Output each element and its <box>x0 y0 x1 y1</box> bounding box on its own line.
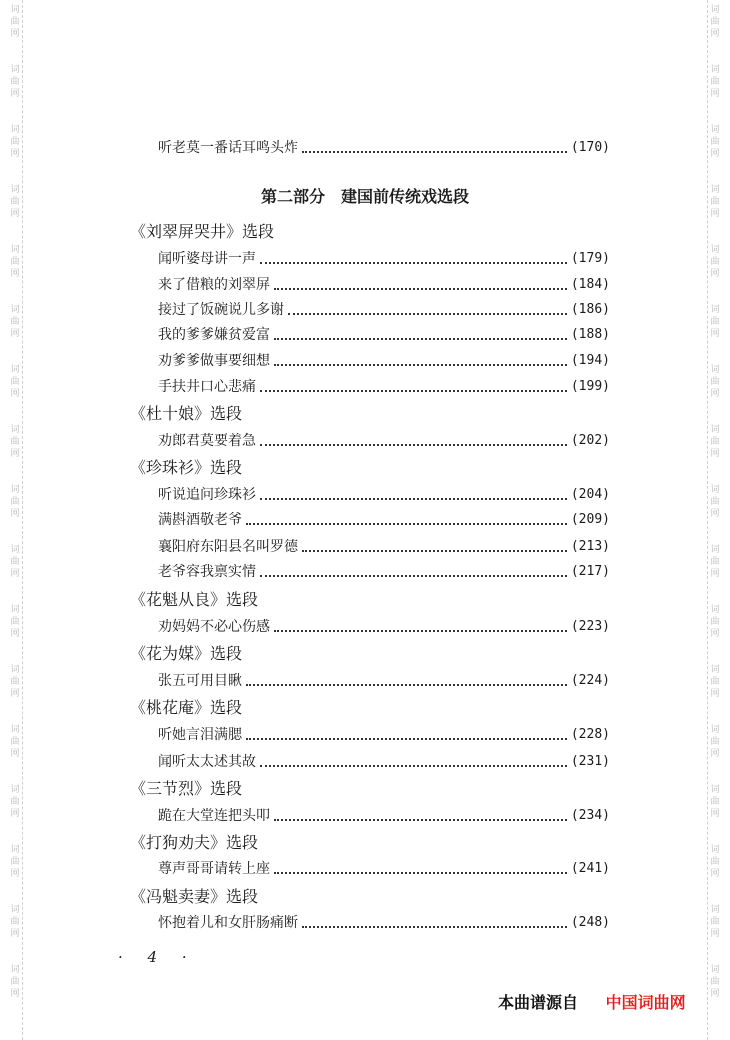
entry-page: (202) <box>570 433 610 448</box>
watermark-char: 词 <box>710 125 720 135</box>
watermark-char: 曲 <box>10 917 20 927</box>
watermark-char: 词 <box>10 65 20 75</box>
watermark-char: 曲 <box>10 137 20 147</box>
watermark-char: 网 <box>710 449 720 459</box>
watermark-char: 词 <box>10 305 20 315</box>
watermark-char: 词 <box>10 725 20 735</box>
watermark-char: 曲 <box>710 17 720 27</box>
toc-entry[interactable] <box>158 273 610 295</box>
watermark-char: 曲 <box>10 197 20 207</box>
watermark-char: 网 <box>710 809 720 819</box>
watermark-char: 词 <box>710 605 720 615</box>
entry-page: (204) <box>570 487 610 502</box>
watermark-char: 曲 <box>10 797 20 807</box>
dot-leader <box>260 262 567 264</box>
watermark-char: 网 <box>710 209 720 219</box>
watermark-char: 网 <box>710 329 720 339</box>
section-title: 《三节烈》选段 <box>130 779 243 798</box>
dot-leader <box>274 364 567 366</box>
watermark-char: 词 <box>10 905 20 915</box>
entry-page: (228) <box>570 727 610 742</box>
dot-leader <box>260 390 567 392</box>
entry-page: (224) <box>570 673 610 688</box>
entry-page: (184) <box>570 277 610 292</box>
watermark-char: 曲 <box>710 77 720 87</box>
watermark-char: 网 <box>710 269 720 279</box>
entry-title: 劝郎君莫要着急 <box>158 433 256 449</box>
dot-leader <box>260 765 567 767</box>
watermark-char: 曲 <box>710 257 720 267</box>
entry-page: (209) <box>570 512 610 527</box>
toc-entry[interactable] <box>158 508 610 530</box>
dot-leader <box>274 630 567 632</box>
dot-leader <box>274 872 567 874</box>
watermark-char: 曲 <box>710 137 720 147</box>
watermark-char: 曲 <box>10 257 20 267</box>
watermark-char: 曲 <box>710 557 720 567</box>
entry-title: 满斟酒敬老爷 <box>158 512 242 528</box>
watermark-char: 曲 <box>10 77 20 87</box>
dot-leader <box>246 523 567 525</box>
source-note <box>498 990 686 1013</box>
toc-entry[interactable] <box>158 804 610 826</box>
watermark-char: 词 <box>10 125 20 135</box>
watermark-char: 曲 <box>10 497 20 507</box>
watermark-char: 词 <box>710 845 720 855</box>
entry-page: (231) <box>570 754 610 769</box>
watermark-char: 曲 <box>710 617 720 627</box>
watermark-char: 曲 <box>10 557 20 567</box>
watermark-char: 曲 <box>10 677 20 687</box>
toc-entry[interactable] <box>158 560 610 582</box>
toc-entry[interactable] <box>158 298 610 320</box>
section-title: 《花魁从良》选段 <box>130 590 259 609</box>
watermark-char: 词 <box>710 245 720 255</box>
watermark-char: 曲 <box>710 677 720 687</box>
dot-leader <box>260 575 567 577</box>
watermark-char: 词 <box>10 365 20 375</box>
toc-entry[interactable] <box>158 483 610 505</box>
entry-page: (194) <box>570 353 610 368</box>
dot-leader <box>246 684 567 686</box>
toc-entry[interactable] <box>158 375 610 397</box>
watermark-char: 词 <box>710 545 720 555</box>
entry-title: 听她言泪满腮 <box>158 727 242 743</box>
watermark-char: 曲 <box>10 317 20 327</box>
section-title: 《花为媒》选段 <box>130 644 243 663</box>
entry-title: 听老莫一番话耳鸣头炸 <box>158 140 298 156</box>
entry-page: (170) <box>570 140 610 155</box>
watermark-char: 词 <box>710 485 720 495</box>
dot-leader <box>246 738 567 740</box>
entry-page: (223) <box>570 619 610 634</box>
watermark-char: 网 <box>10 269 20 279</box>
toc-entry[interactable] <box>158 535 610 557</box>
entry-title: 劝爹爹做事要细想 <box>158 353 270 369</box>
entry-title: 张五可用目瞅 <box>158 673 242 689</box>
entry-title: 接过了饭碗说儿多谢 <box>158 302 284 318</box>
watermark-char: 网 <box>10 629 20 639</box>
dot-leader <box>288 313 567 315</box>
section-title: 《冯魁卖妻》选段 <box>130 887 259 906</box>
dot-leader <box>274 338 567 340</box>
watermark-char: 词 <box>10 605 20 615</box>
entry-page: (234) <box>570 808 610 823</box>
watermark-char: 曲 <box>10 377 20 387</box>
dot-leader <box>302 151 567 153</box>
watermark-char: 词 <box>10 185 20 195</box>
watermark-char: 曲 <box>710 857 720 867</box>
entry-title: 劝妈妈不必心伤感 <box>158 619 270 635</box>
watermark-char: 词 <box>10 425 20 435</box>
watermark-char: 词 <box>710 365 720 375</box>
entry-title: 老爷容我禀实情 <box>158 564 256 580</box>
watermark-char: 词 <box>710 785 720 795</box>
watermark-char: 网 <box>710 929 720 939</box>
entry-title: 襄阳府东阳县名叫罗德 <box>158 539 298 555</box>
watermark-char: 网 <box>710 689 720 699</box>
watermark-char: 曲 <box>710 737 720 747</box>
watermark-char: 词 <box>710 185 720 195</box>
part-title: 第二部分 建国前传统戏选段 <box>260 187 469 206</box>
source-label: 本曲谱源自 <box>498 993 579 1012</box>
watermark-char: 网 <box>710 569 720 579</box>
section-title: 《打狗劝夫》选段 <box>130 833 259 852</box>
dot-leader <box>274 819 567 821</box>
watermark-char: 词 <box>10 485 20 495</box>
entry-title: 闻听婆母讲一声 <box>158 251 256 267</box>
entry-title: 手扶井口心悲痛 <box>158 379 256 395</box>
entry-title: 跪在大堂连把头叩 <box>158 808 270 824</box>
entry-page: (217) <box>570 564 610 579</box>
entry-page: (199) <box>570 379 610 394</box>
entry-page: (213) <box>570 539 610 554</box>
watermark-char: 网 <box>710 509 720 519</box>
watermark-char: 词 <box>710 5 720 15</box>
section-title: 《杜十娘》选段 <box>130 404 243 423</box>
watermark-char: 网 <box>10 209 20 219</box>
watermark-char: 网 <box>10 389 20 399</box>
toc-entry[interactable] <box>158 723 610 745</box>
watermark-char: 曲 <box>710 497 720 507</box>
entry-page: (241) <box>570 861 610 876</box>
watermark-char: 曲 <box>10 437 20 447</box>
dot-leader <box>302 926 567 928</box>
watermark-char: 网 <box>10 749 20 759</box>
watermark-char: 网 <box>10 329 20 339</box>
watermark-char: 网 <box>710 89 720 99</box>
entry-title: 怀抱着儿和女肝肠痛断 <box>158 915 298 931</box>
watermark-char: 词 <box>10 965 20 975</box>
watermark-char: 网 <box>10 929 20 939</box>
toc-entry[interactable] <box>158 857 610 879</box>
watermark-char: 网 <box>10 149 20 159</box>
entry-title: 尊声哥哥请转上座 <box>158 861 270 877</box>
watermark-char: 网 <box>710 149 720 159</box>
watermark-char: 网 <box>710 989 720 999</box>
watermark-char: 词 <box>710 425 720 435</box>
watermark-char: 曲 <box>10 737 20 747</box>
dot-leader <box>260 444 567 446</box>
watermark-char: 网 <box>10 989 20 999</box>
watermark-char: 词 <box>710 965 720 975</box>
watermark-char: 网 <box>10 509 20 519</box>
watermark-char: 词 <box>710 665 720 675</box>
watermark-char: 网 <box>10 449 20 459</box>
watermark-char: 曲 <box>710 977 720 987</box>
watermark-char: 曲 <box>710 377 720 387</box>
watermark-char: 曲 <box>710 917 720 927</box>
source-site-link[interactable]: 中国词曲网 <box>605 993 686 1012</box>
dot-leader <box>302 550 567 552</box>
page-number: · 4 · <box>118 948 197 966</box>
watermark-char: 网 <box>10 689 20 699</box>
entry-title: 闻听太太述其故 <box>158 754 256 770</box>
watermark-char: 词 <box>10 665 20 675</box>
watermark-char: 曲 <box>710 797 720 807</box>
toc-entry[interactable] <box>158 615 610 637</box>
toc-entry[interactable] <box>158 429 610 451</box>
watermark-char: 网 <box>710 629 720 639</box>
watermark-char: 曲 <box>10 17 20 27</box>
entry-page: (186) <box>570 302 610 317</box>
watermark-char: 词 <box>710 905 720 915</box>
watermark-char: 网 <box>10 89 20 99</box>
watermark-char: 曲 <box>710 317 720 327</box>
watermark-char: 曲 <box>710 437 720 447</box>
dot-leader <box>274 288 567 290</box>
watermark-char: 曲 <box>10 857 20 867</box>
entry-title: 来了借粮的刘翠屏 <box>158 277 270 293</box>
watermark-char: 词 <box>10 845 20 855</box>
toc-entry[interactable] <box>158 669 610 691</box>
watermark-char: 曲 <box>10 617 20 627</box>
watermark-char: 网 <box>10 809 20 819</box>
watermark-char: 词 <box>10 785 20 795</box>
toc-entry[interactable] <box>158 349 610 371</box>
watermark-char: 词 <box>10 545 20 555</box>
watermark-char: 网 <box>710 869 720 879</box>
entry-page: (188) <box>570 327 610 342</box>
toc-entry[interactable] <box>158 750 610 772</box>
toc-entry[interactable] <box>158 911 610 933</box>
watermark-char: 网 <box>10 29 20 39</box>
toc-entry[interactable] <box>158 136 610 158</box>
watermark-char: 词 <box>710 65 720 75</box>
section-title: 《刘翠屏哭井》选段 <box>130 222 275 241</box>
entry-page: (248) <box>570 915 610 930</box>
section-title: 《珍珠衫》选段 <box>130 458 243 477</box>
watermark-char: 网 <box>710 749 720 759</box>
entry-page: (179) <box>570 251 610 266</box>
entry-title: 我的爹爹嫌贫爱富 <box>158 327 270 343</box>
watermark-char: 曲 <box>710 197 720 207</box>
watermark-char: 网 <box>710 29 720 39</box>
watermark-char: 网 <box>10 869 20 879</box>
watermark-char: 网 <box>10 569 20 579</box>
watermark-char: 词 <box>710 305 720 315</box>
watermark-char: 词 <box>10 245 20 255</box>
watermark-char: 网 <box>710 389 720 399</box>
toc-entry[interactable] <box>158 323 610 345</box>
entry-title: 听说追问珍珠衫 <box>158 487 256 503</box>
dot-leader <box>260 498 567 500</box>
watermark-char: 曲 <box>10 977 20 987</box>
toc-entry[interactable] <box>158 247 610 269</box>
section-title: 《桃花庵》选段 <box>130 698 243 717</box>
watermark-char: 词 <box>10 5 20 15</box>
watermark-char: 词 <box>710 725 720 735</box>
